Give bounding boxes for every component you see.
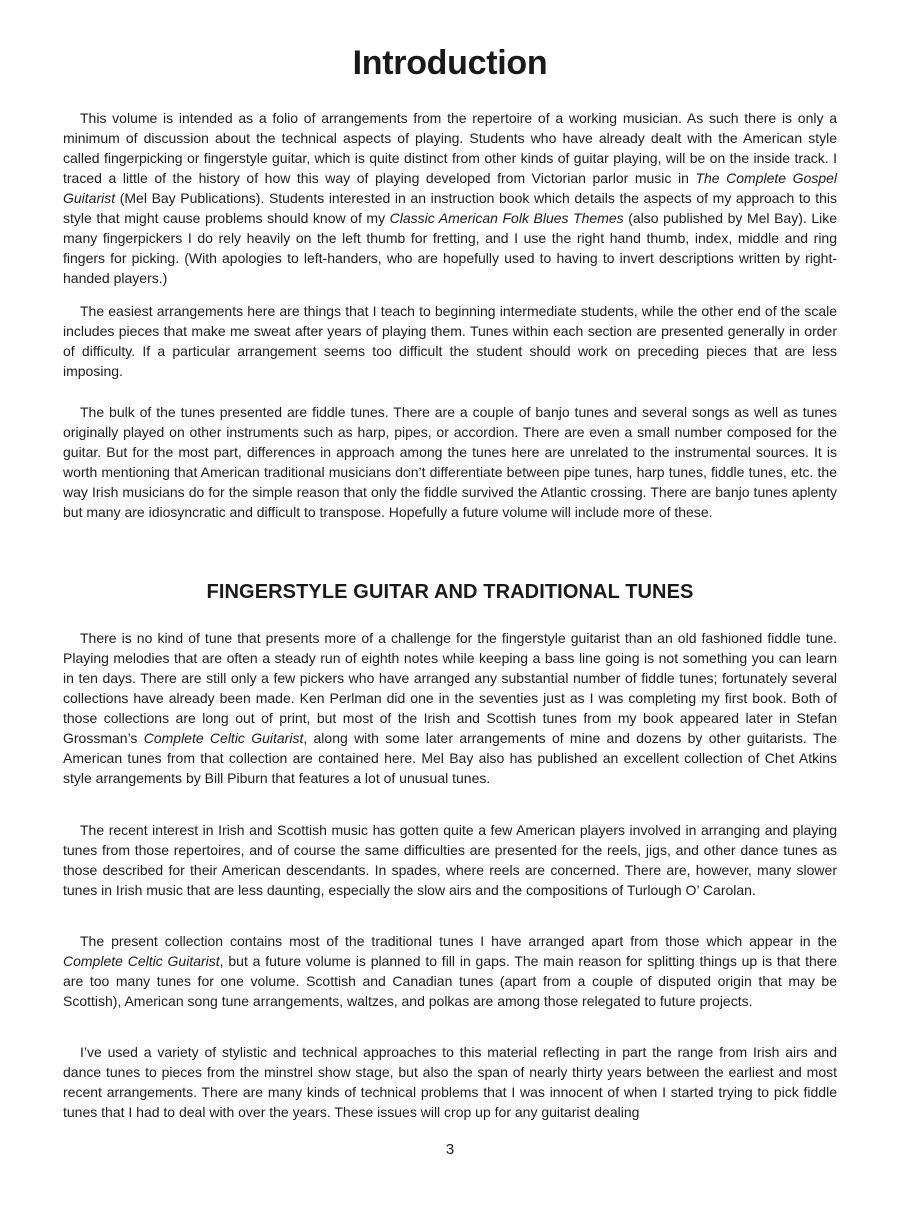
book-title-complete-gospel-guitarist: The Complete Gospel Guitarist [63, 170, 837, 206]
intro-paragraph-1-text-e: (also published by Mel Bay). Like many fingerpickers I do rely heavily on the left thumb for fretting, and I use the right hand thumb, index, middle and ring fingers for picking. (With apologies to left-handers, who are hopefully used to having to invert descriptions written by right-handed players.) [63, 210, 838, 286]
section-paragraph-3 [63, 931, 837, 1011]
section-paragraph-2: The recent interest in Irish and Scottish music has gotten quite a few American players involved in arranging and playing tunes from those repertoires, and of course the same difficulties are presented for the reels, jigs, and other dance tunes as those described for their American descendants. In spades, where reels are concerned. There are, however, many slower tunes in Irish music that are less daunting, especially the slow airs and the compositions of Turlough O’ Carolan. [63, 822, 837, 898]
section-paragraph-1-text-c: , along with some later arrangements of mine and dozens by other guitarists. The American tunes from that collection are contained here. Mel Bay also has published an excellent collection of Chet Atkins style arrangements by Bill Piburn that features a lot of unusual tunes. [63, 730, 837, 786]
section-paragraph-1 [63, 628, 837, 788]
section-paragraph-3-text-c: , but a future volume is planned to fill in gaps. The main reason for splitting things up is that there are too many tunes for one volume. Scottish and Canadian tunes (apart from a couple of disputed origin that may be Scottish), American song tune arrangements, waltzes, and polkas are among those relegated to future projects. [63, 953, 837, 1009]
intro-paragraph-1-text-c: (Mel Bay Publications). Students interested in an instruction book which details the aspects of my approach to this style that might cause problems should know of my [63, 190, 837, 226]
intro-paragraph-2: The easiest arrangements here are things that I teach to beginning intermediate students, while the other end of the scale includes pieces that make me sweat after years of playing them. Tunes within each section are presented generally in order of difficulty. If a particular arrangement seems too difficult the student should work on preceding pieces that are less imposing. [63, 303, 837, 379]
section-paragraph-4: I’ve used a variety of stylistic and technical approaches to this material reflecting in part the range from Irish airs and dance tunes to pieces from the minstrel show stage, but also the span of nearly thirty years between the earliest and most recent arrangements. There are many kinds of technical problems that I was innocent of when I started trying to pick fiddle tunes that I had to deal with over the years. These issues will crop up for any guitarist dealing [63, 1044, 837, 1120]
intro-paragraph-1 [63, 108, 837, 288]
page-number: 3 [445, 1141, 455, 1158]
book-title-complete-celtic-guitarist: Complete Celtic Guitarist [143, 730, 304, 746]
book-title-classic-american-folk-blues-themes: Classic American Folk Blues Themes [389, 210, 624, 226]
page-title: Introduction [352, 44, 548, 82]
section-paragraph-3-text-a: The present collection contains most of the traditional tunes I have arranged apart from those which appear in the [80, 933, 837, 949]
intro-paragraph-1-text-a: This volume is intended as a folio of arrangements from the repertoire of a working musician. As such there is only a minimum of discussion about the technical aspects of playing. Students who have already dealt with the American style called fingerpicking or fingerstyle guitar, which is quite distinct from other kinds of guitar playing, will be on the inside track. I traced a little of the history of how this way of playing developed from Victorian parlor music in [63, 110, 837, 186]
intro-paragraph-3: The bulk of the tunes presented are fiddle tunes. There are a couple of banjo tunes and several songs as well as tunes originally played on other instruments such as harp, pipes, or accordion. There are even a small number composed for the guitar. But for the most part, differences in approach among the tunes here are unrelated to the instrumental sources. It is worth mentioning that American traditional musicians don’t differentiate between pipe tunes, harp tunes, fiddle tunes, etc. the way Irish musicians do for the simple reason that only the fiddle survived the Atlantic crossing. There are banjo tunes aplenty but many are idiosyncratic and difficult to transpose. Hopefully a future volume will include more of these. [63, 404, 837, 520]
book-title-complete-celtic-guitarist-2: Complete Celtic Guitarist [63, 953, 220, 969]
section-heading: FINGERSTYLE GUITAR AND TRADITIONAL TUNES [206, 581, 694, 603]
section-paragraph-1-text-a: There is no kind of tune that presents more of a challenge for the fingerstyle guitarist than an old fashioned fiddle tune. Playing melodies that are often a steady run of eighth notes while keeping a bass line going is not something you can learn in ten days. There are still only a few pickers who have arranged any substantial number of fiddle tunes; fortunately several collections have already been made. Ken Perlman did one in the seventies just as I was completing my first book. Both of those collections are long out of print, but most of the Irish and Scottish tunes from my book appeared later in Stefan Grossman’s [63, 630, 837, 746]
